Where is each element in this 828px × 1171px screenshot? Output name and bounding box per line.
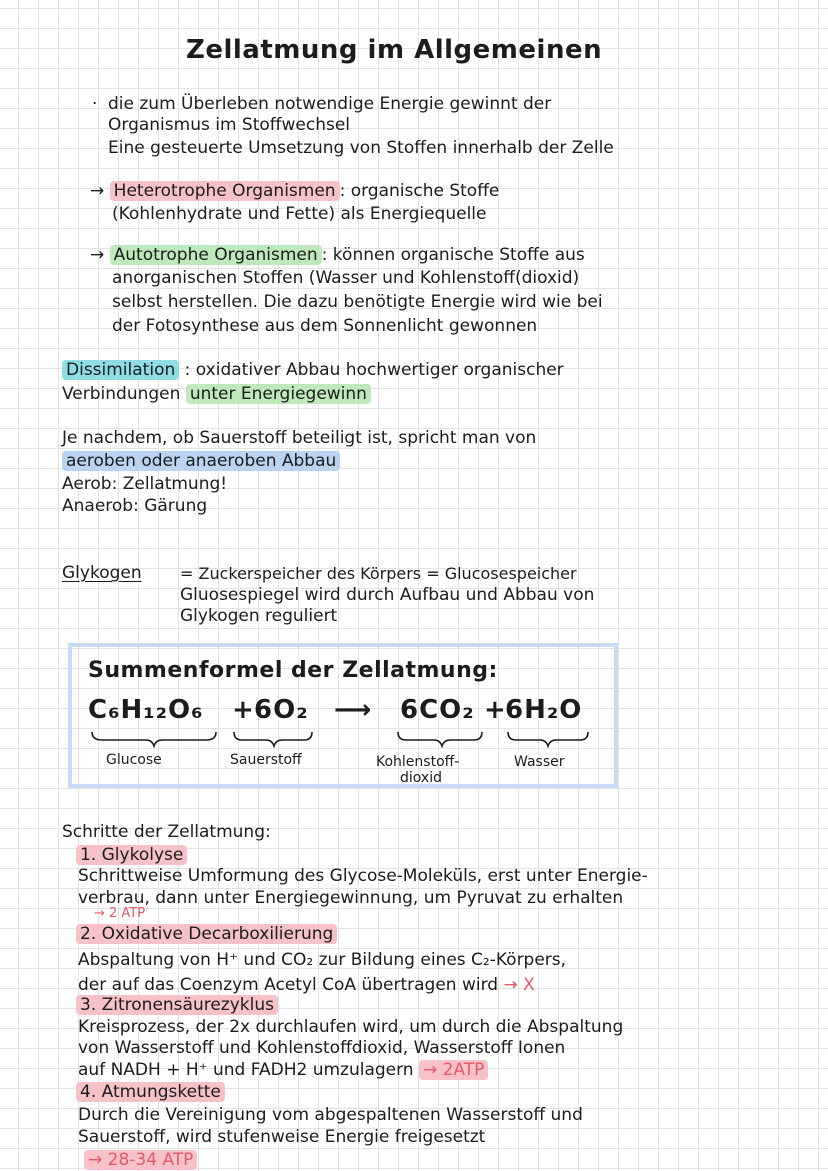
brace-water bbox=[508, 732, 588, 746]
formula-arrow: ⟶ bbox=[334, 695, 373, 725]
page-title: Zellatmung im Allgemeinen bbox=[186, 35, 603, 65]
dissimilation-term: Dissimilation bbox=[62, 360, 179, 380]
glykogen-line-1: = Zuckerspeicher des Körpers = Glucosespeicher bbox=[180, 564, 577, 583]
step-3-title-row bbox=[76, 995, 278, 1016]
brace-oxygen bbox=[234, 732, 312, 746]
step-1-line-1: Schrittweise Umformung des Glycose-Moleküls, erst unter Energie- bbox=[78, 866, 648, 886]
step-4-atp: → 28-34 ATP bbox=[84, 1150, 197, 1170]
label-water: Wasser bbox=[514, 754, 565, 770]
arrow-icon: → bbox=[90, 181, 105, 201]
step-3-line-2: von Wasserstoff und Kohlenstoffdioxid, Wasserstoff Ionen bbox=[78, 1038, 566, 1058]
formula-co2: 6CO₂ bbox=[400, 695, 475, 725]
step-1-atp: → 2 ATP bbox=[94, 906, 146, 921]
dissimilation-verbindungen: Verbindungen bbox=[62, 384, 181, 404]
aerob-anaerob: aeroben oder anaeroben Abbau bbox=[62, 451, 340, 471]
label-oxygen: Sauerstoff bbox=[230, 752, 302, 768]
step-2-line-1: Abspaltung von H⁺ und CO₂ zur Bildung eines C₂-Körpers, bbox=[78, 950, 567, 970]
step-4-atp-row bbox=[84, 1150, 197, 1171]
glykogen-line-2: Gluosespiegel wird durch Aufbau und Abbau von bbox=[180, 585, 595, 605]
arrow-icon: → bbox=[90, 245, 105, 265]
formula-plus-1: + bbox=[232, 695, 255, 725]
step-1-line-2: verbrau, dann unter Energiegewinnung, um Pyruvat zu erhalten bbox=[78, 888, 624, 908]
label-co2-2: dioxid bbox=[400, 770, 442, 786]
step-4-title-row bbox=[76, 1082, 225, 1103]
oxygen-line-1: Je nachdem, ob Sauerstoff beteiligt ist, spricht man von bbox=[62, 428, 537, 448]
heterotroph-term: Heterotrophe Organismen bbox=[110, 181, 340, 201]
formula-water: 6H₂O bbox=[505, 695, 583, 725]
autotroph-term: Autotrophe Organismen bbox=[110, 245, 322, 265]
autotroph-line-4: der Fotosynthese aus dem Sonnenlicht gewonnen bbox=[112, 316, 538, 336]
label-co2-1: Kohlenstoff- bbox=[376, 754, 460, 770]
heterotroph-line-2: (Kohlenhydrate und Fette) als Energiequelle bbox=[112, 204, 487, 224]
oxygen-line-4: Anaerob: Gärung bbox=[62, 496, 208, 516]
autotroph-line-2: anorganischen Stoffen (Wasser und Kohlenstoff(dioxid) bbox=[112, 268, 580, 288]
brace-glucose bbox=[92, 732, 216, 746]
label-glucose: Glucose bbox=[106, 752, 162, 768]
step-3-atp: → 2ATP bbox=[419, 1060, 488, 1080]
step-4-line-1: Durch die Vereinigung vom abgespaltenen Wasserstoff und bbox=[78, 1105, 583, 1125]
formula-plus-2: + bbox=[484, 695, 507, 725]
intro-line-1: die zum Überleben notwendige Energie gewinnt der bbox=[108, 94, 552, 114]
formula-oxygen: 6O₂ bbox=[254, 695, 309, 725]
bullet-dot: · bbox=[92, 94, 98, 114]
step-2-title-row bbox=[76, 924, 337, 945]
steps-heading: Schritte der Zellatmung: bbox=[62, 822, 271, 842]
dissimilation-energiegewinn: unter Energiegewinn bbox=[186, 384, 371, 404]
dissimilation-rest: : oxidativer Abbau hochwertiger organischer bbox=[184, 360, 564, 380]
oxygen-line-3: Aerob: Zellatmung! bbox=[62, 474, 228, 494]
step-1-title-row bbox=[76, 845, 187, 866]
step-2-line-2-row bbox=[78, 975, 535, 996]
step-2-line-2: der auf das Coenzym Acetyl CoA übertragen wird bbox=[78, 975, 499, 995]
step-3-line-3-row bbox=[78, 1060, 488, 1081]
glykogen-line-3: Glykogen reguliert bbox=[180, 606, 338, 626]
step-1-title: 1. Glykolyse bbox=[76, 845, 187, 865]
intro-line-2: Organismus im Stoffwechsel bbox=[108, 115, 351, 135]
step-2-title: 2. Oxidative Decarboxilierung bbox=[76, 924, 337, 944]
step-3-line-1: Kreisprozess, der 2x durchlaufen wird, um durch die Abspaltung bbox=[78, 1017, 624, 1037]
step-4-line-2: Sauerstoff, wird stufenweise Energie freigesetzt bbox=[78, 1127, 486, 1147]
formula-glucose: C₆H₁₂O₆ bbox=[88, 695, 204, 725]
autotroph-rest: : können organische Stoffe aus bbox=[321, 245, 585, 265]
step-2-atp: → X bbox=[503, 975, 535, 995]
glykogen-term: Glykogen bbox=[62, 563, 142, 583]
intro-line-3: Eine gesteuerte Umsetzung von Stoffen innerhalb der Zelle bbox=[108, 138, 614, 158]
step-4-title: 4. Atmungskette bbox=[76, 1082, 225, 1102]
step-3-line-3: auf NADH + H⁺ und FADH2 umzulagern bbox=[78, 1060, 414, 1080]
heterotroph-rest: : organische Stoffe bbox=[339, 181, 500, 201]
autotroph-line-3: selbst herstellen. Die dazu benötigte Energie wird wie bei bbox=[112, 292, 603, 312]
brace-co2 bbox=[398, 732, 482, 746]
step-3-title: 3. Zitronensäurezyklus bbox=[76, 995, 278, 1015]
formula-heading: Summenformel der Zellatmung: bbox=[88, 658, 498, 683]
